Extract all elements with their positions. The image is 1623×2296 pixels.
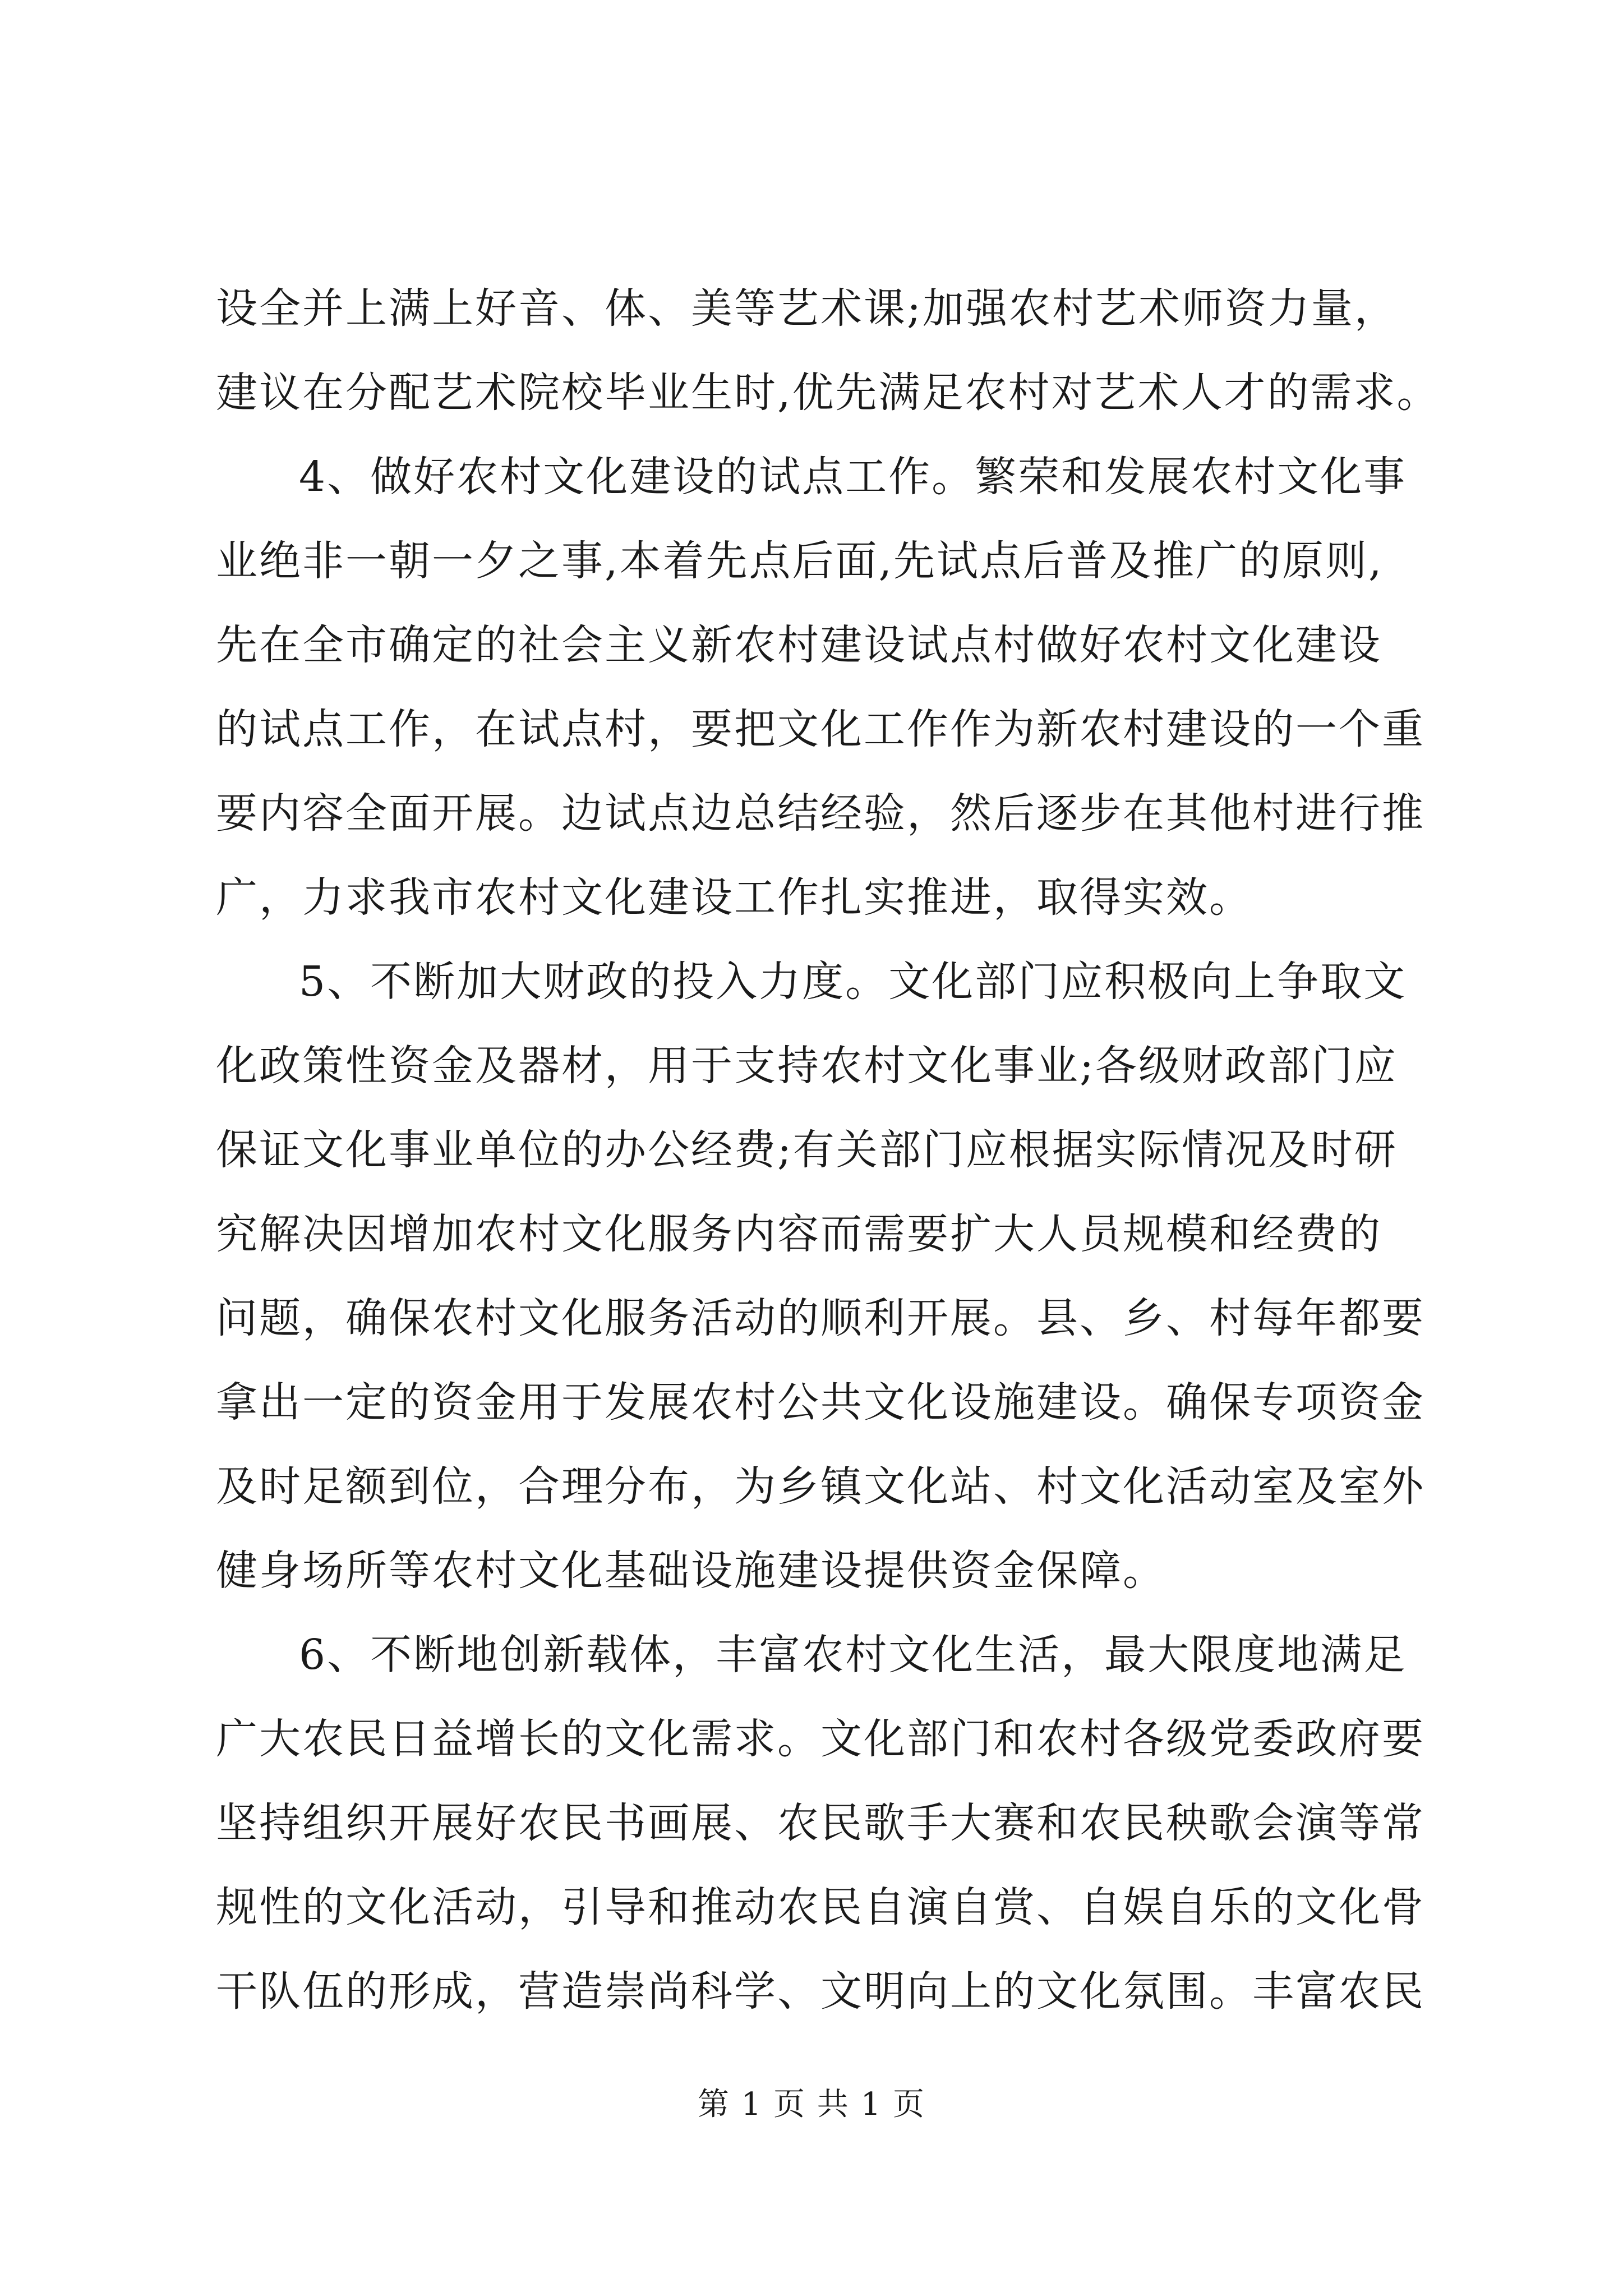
page-number: 第 1 页 共 1 页 (697, 2086, 926, 2123)
text-line: 的试点工作，在试点村，要把文化工作作为新农村建设的一个重 (216, 705, 1425, 753)
document-body (216, 266, 1440, 2033)
text-line: 化政策性资金及器材，用于支持农村文化事业;各级财政部门应 (216, 1042, 1398, 1090)
text-line: 广大农民日益增长的文化需求。文化部门和农村各级党委政府要 (216, 1715, 1425, 1763)
text-line: 干队伍的形成，营造崇尚科学、文明向上的文化氛围。丰富农民 (216, 1967, 1425, 2016)
text-line: 保证文化事业单位的办公经费;有关部门应根据实际情况及时研 (216, 1126, 1398, 1174)
text-line: 问题，确保农村文化服务活动的顺利开展。县、乡、村每年都要 (216, 1294, 1425, 1342)
text-line: 先在全市确定的社会主义新农村建设试点村做好农村文化建设 (216, 621, 1382, 669)
text-line: 坚持组织开展好农民书画展、农民歌手大赛和农民秧歌会演等常 (216, 1799, 1425, 1847)
text-line: 建议在分配艺术院校毕业生时,优先满足农村对艺术人才的需求。 (216, 369, 1440, 417)
text-line: 究解决因增加农村文化服务内容而需要扩大人员规模和经费的 (216, 1210, 1382, 1258)
text-line: 业绝非一朝一夕之事,本着先点后面,先试点后普及推广的原则, (216, 537, 1384, 585)
page-footer (0, 2082, 1623, 2127)
text-line: 广，力求我市农村文化建设工作扎实推进，取得实效。 (216, 873, 1252, 922)
text-line: 要内容全面开展。边试点边总结经验，然后逐步在其他村进行推 (216, 789, 1425, 838)
text-line: 设全并上满上好音、体、美等艺术课;加强农村艺术师资力量， (216, 284, 1398, 333)
paragraph-start-4: 4、做好农村文化建设的试点工作。繁荣和发展农村文化事 (299, 453, 1407, 501)
text-line: 健身场所等农村文化基础设施建设提供资金保障。 (216, 1547, 1166, 1595)
text-line: 及时足额到位，合理分布，为乡镇文化站、村文化活动室及室外 (216, 1462, 1425, 1511)
text-line: 规性的文化活动，引导和推动农民自演自赏、自娱自乐的文化骨 (216, 1883, 1425, 1931)
paragraph-start-5: 5、不断加大财政的投入力度。文化部门应积极向上争取文 (299, 958, 1407, 1006)
text-line: 拿出一定的资金用于发展农村公共文化设施建设。确保专项资金 (216, 1378, 1425, 1427)
paragraph-start-6: 6、不断地创新载体，丰富农村文化生活，最大限度地满足 (299, 1631, 1407, 1679)
